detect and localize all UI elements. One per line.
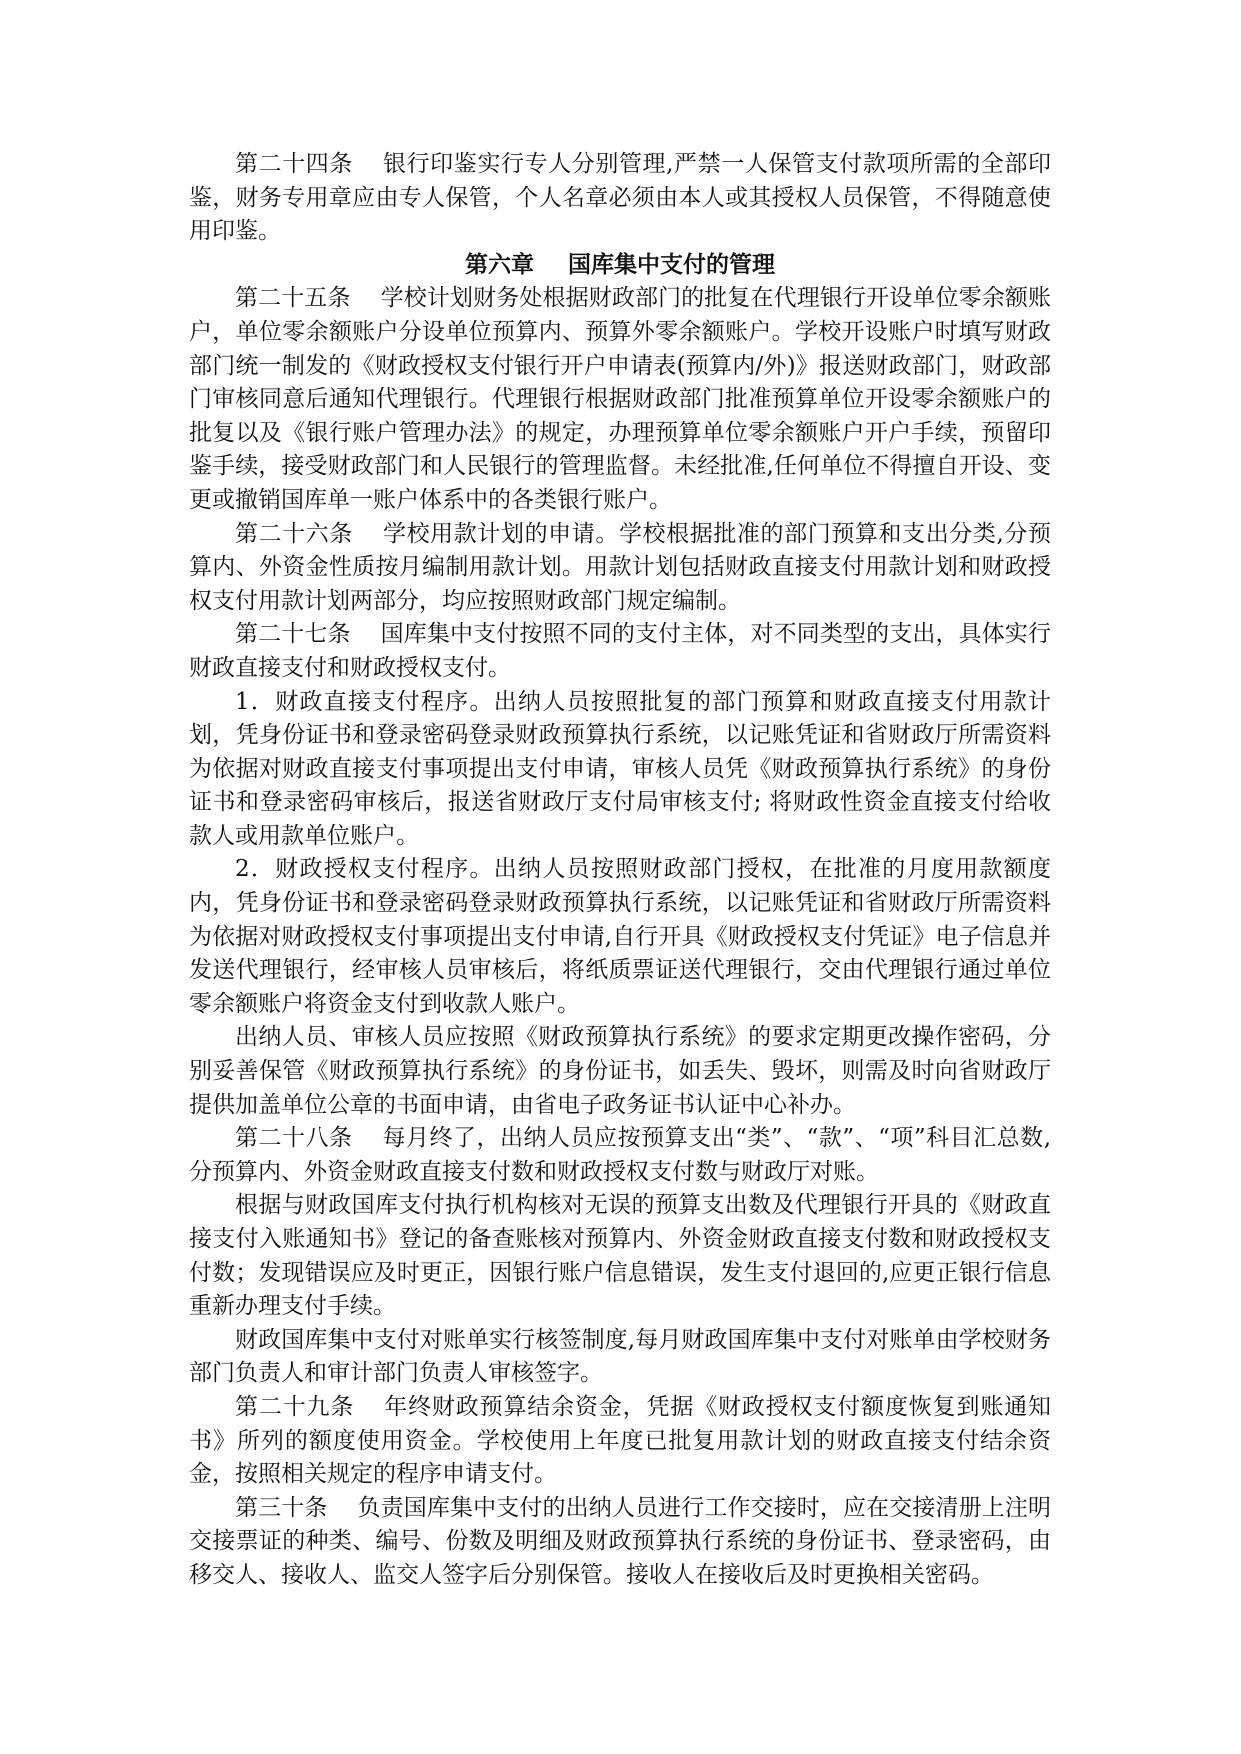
article-number: 第二十八条 — [235, 1125, 353, 1152]
direct-payment-procedure-paragraph — [189, 686, 1051, 854]
article-number: 第二十六条 — [235, 520, 353, 547]
password-management-paragraph — [189, 1021, 1051, 1122]
article-26-paragraph — [189, 518, 1051, 619]
authorized-payment-procedure-paragraph — [189, 853, 1051, 1021]
chapter-number: 第六章 — [465, 251, 534, 278]
article-number: 第二十四条 — [235, 151, 353, 177]
statement-signoff-paragraph — [189, 1324, 1051, 1391]
article-text: 学校计划财务处根据财政部门的批复在代理银行开设单位零余额账户，单位零余额账户分设单位预算内、预算外零余额账户。学校开设账户时填写财政部门统一制发的《财政授权支付银行开户申请表(预算内/外)》报送财政部门，财政部门审核同意后通知代理银行。代理银行根据财政部门批准预算单位开设零余额账户的批复以及《银行账户管理办法》的规定，办理预算单位零余额账户开户手续，预留印鉴手续，接受财政部门和人民银行的管理监督。未经批准,任何单位不得擅自开设、变更或撤销国库单一账户体系中的各类银行账户。 — [189, 285, 1052, 513]
article-text: 每月终了，出纳人员应按预算支出“类”、“款”、“项”科目汇总数,分预算内、外资金财政直接支付数和财政授权支付数与财政厅对账。 — [189, 1125, 1051, 1185]
article-27-paragraph — [189, 618, 1051, 685]
reconciliation-paragraph — [189, 1189, 1051, 1323]
article-number: 第二十五条 — [235, 285, 351, 312]
paragraph-text: 2．财政授权支付程序。出纳人员按照财政部门授权，在批准的月度用款额度内，凭身份证书和登录密码登录财政预算执行系统，以记账凭证和省财政厅所需资料为依据对财政授权支付事项提出支付申请,自行开具《财政授权支付凭证》电子信息并发送代理银行，经审核人员审核后，将纸质票证送代理银行，交由代理银行通过单位零余额账户将资金支付到收款人账户。 — [189, 856, 1051, 1017]
paragraph-text: 出纳人员、审核人员应按照《财政预算执行系统》的要求定期更改操作密码，分别妥善保管《财政预算执行系统》的身份证书，如丢失、毁坏，则需及时向省财政厅提供加盖单位公章的书面申请，由省电子政务证书认证中心补办。 — [189, 1024, 1051, 1118]
paragraph-text: 财政国库集中支付对账单实行核签制度,每月财政国库集中支付对账单由学校财务部门负责人和审计部门负责人审核签字。 — [189, 1326, 1051, 1387]
article-text: 年终财政预算结余资金，凭据《财政授权支付额度恢复到账通知书》所列的额度使用资金。学校使用上年度已批复用款计划的财政直接支付结余资金，按照相关规定的程序申请支付。 — [189, 1393, 1051, 1488]
paragraph-text: 1．财政直接支付程序。出纳人员按照批复的部门预算和财政直接支付用款计划，凭身份证书和登录密码登录财政预算执行系统，以记账凭证和省财政厅所需资料为依据对财政直接支付事项提出支付申请，审核人员凭《财政预算执行系统》的身份证书和登录密码审核后，报送省财政厅支付局审核支付; 将财政性资金直接支付给收款人或用款单位账户。 — [189, 688, 1051, 849]
article-25-paragraph — [189, 282, 1051, 517]
article-29-paragraph — [189, 1391, 1051, 1492]
article-28-paragraph — [189, 1122, 1051, 1189]
article-text: 学校用款计划的申请。学校根据批准的部门预算和支出分类,分预算内、外资金性质按月编制用款计划。用款计划包括财政直接支付用款计划和财政授权支付用款计划两部分，均应按照财政部门规定编制。 — [189, 520, 1051, 614]
article-number: 第二十九条 — [235, 1393, 355, 1420]
chapter-title: 国库集中支付的管理 — [568, 251, 775, 278]
article-text: 国库集中支付按照不同的支付主体，对不同类型的支出，具体实行财政直接支付和财政授权支付。 — [189, 621, 1052, 681]
article-text: 银行印鉴实行专人分别管理,严禁一人保管支付款项所需的全部印鉴，财务专用章应由专人保管，个人名章必须由本人或其授权人员保管，不得随意使用印鉴。 — [189, 151, 1051, 245]
article-number: 第三十条 — [235, 1494, 328, 1521]
article-24-paragraph — [189, 148, 1051, 249]
chapter-heading — [189, 249, 1051, 283]
article-30-paragraph — [189, 1492, 1051, 1593]
article-text: 负责国库集中支付的出纳人员进行工作交接时，应在交接清册上注明交接票证的种类、编号、份数及明细及财政预算执行系统的身份证书、登录密码，由移交人、接收人、监交人签字后分别保管。接收人在接收后及时更换相关密码。 — [189, 1494, 1052, 1588]
paragraph-text: 根据与财政国库支付执行机构核对无误的预算支出数及代理银行开具的《财政直接支付入账通知书》登记的备查账核对预算内、外资金财政直接支付数和财政授权支付数；发现错误应及时更正，因银行账户信息错误，发生支付退回的,应更正银行信息重新办理支付手续。 — [189, 1192, 1051, 1320]
article-number: 第二十七条 — [235, 621, 351, 648]
document-page — [189, 148, 1051, 1593]
